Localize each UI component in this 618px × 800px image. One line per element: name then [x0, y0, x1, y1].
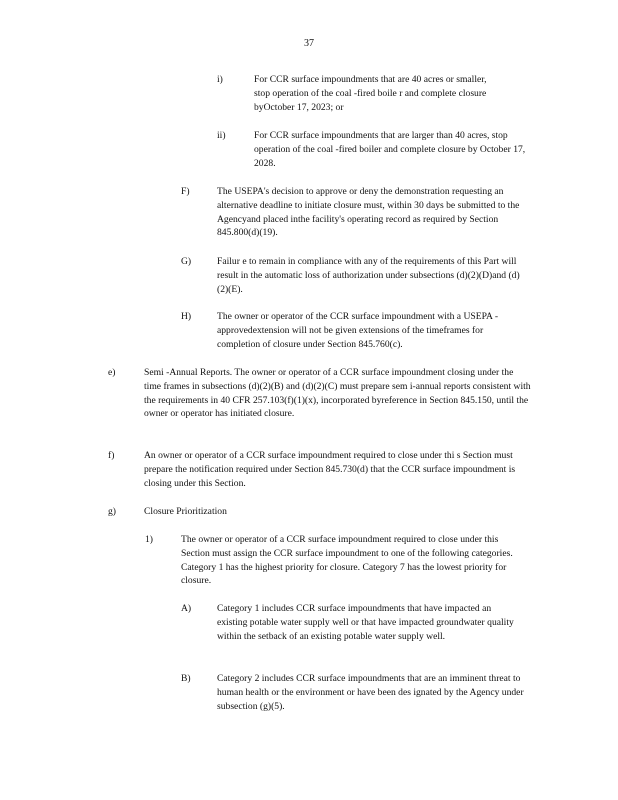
clause-label: ii)	[217, 130, 226, 141]
clause-label: g)	[108, 506, 116, 517]
clause-text: Semi -Annual Reports. The owner or operator of a CCR surface impoundment closing under the time frames in subsections (d)(2)(B) and (d)(2)(C) must prepare sem i-annual reports consistent with the requirements in 40 CFR 257.103(f)(1)(x), incorporated byreference in Section 845.150, until the owner or operator has initiated closure.	[144, 367, 531, 420]
clause-heading: Closure Prioritization	[144, 506, 227, 517]
clause-G	[181, 255, 541, 299]
clause-label: H)	[181, 311, 192, 322]
page-number: 37	[304, 38, 314, 49]
clause-text: An owner or operator of a CCR surface impoundment required to close under thi s Section must prepare the notification required under Section 845.730(d) that the CCR surface impoundment is closing under this Section.	[144, 450, 516, 489]
clause-g	[108, 505, 548, 521]
clause-label: A)	[181, 603, 192, 614]
clause-e	[108, 366, 548, 436]
clause-F	[181, 185, 541, 243]
clause-f	[108, 449, 548, 493]
clause-label: F)	[181, 186, 190, 197]
clause-label: 1)	[145, 534, 153, 545]
clause-text: Failur e to remain in compliance with any of the requirements of this Part will result in the automatic loss of authorization under subsections (d)(2)(D)and (d)(2)(E).	[217, 256, 520, 295]
clause-label: f)	[108, 450, 115, 461]
clause-text: For CCR surface impoundments that are 40 acres or smaller, stop operation of the coal -fired boile r and complete closure byOctober 17, 2023; or	[254, 74, 487, 113]
clause-H	[181, 310, 541, 354]
clause-label: i)	[217, 74, 223, 85]
clause-text: The USEPA's decision to approve or deny the demonstration requesting an alternative deadline to initiate closure must, within 30 days be submitted to the Agencyand placed inthe facility's operating record as required by Section 845.800(d)(19).	[217, 186, 520, 239]
clause-label: e)	[108, 367, 116, 378]
clause-A	[181, 602, 541, 660]
clause-ii	[217, 129, 537, 173]
clause-text: Category 1 includes CCR surface impoundments that have impacted an existing potable water supply well or that have impacted groundwater quality within the setback of an existing potable water supply well.	[217, 603, 514, 642]
clause-B	[181, 672, 541, 716]
clause-text: The owner or operator of a CCR surface impoundment required to close under this Section must assign the CCR surface impoundment to one of the following categories. Category 1 has the highest priority for closure. Category 7 has the lowest priority for closure.	[181, 534, 513, 587]
clause-1	[145, 533, 545, 591]
clause-text: Category 2 includes CCR surface impoundments that are an imminent threat to human health or the environment or have been des ignated by the Agency under subsection (g)(5).	[217, 673, 524, 712]
clause-label: B)	[181, 673, 191, 684]
clause-text: The owner or operator of the CCR surface impoundment with a USEPA -approvedextension will not be given extensions of the timeframes for completion of closure under Section 845.760(c).	[217, 311, 499, 350]
clause-text: For CCR surface impoundments that are larger than 40 acres, stop operation of the coal -fired boiler and complete closure by October 17, 2028.	[254, 130, 526, 169]
clause-i	[217, 73, 537, 117]
clause-label: G)	[181, 256, 192, 267]
